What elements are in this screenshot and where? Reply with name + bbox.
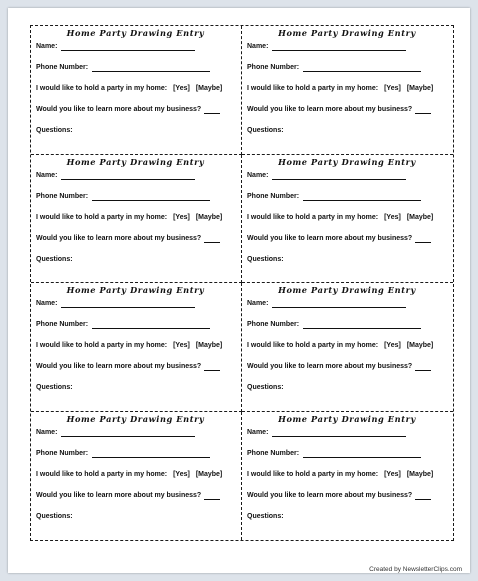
phone-label: Phone Number: [247,64,300,71]
name-blank-line[interactable] [272,429,406,437]
phone-row [36,192,235,201]
yes-option[interactable]: [Yes] [173,342,190,349]
business-blank-line[interactable] [415,363,431,371]
phone-row [36,63,235,72]
yes-option[interactable]: [Yes] [173,85,190,92]
business-row [36,234,235,243]
business-label: Would you like to learn more about my business? [247,234,413,242]
questions-label: Questions: [36,127,73,134]
party-label: I would like to hold a party in my home: [247,470,379,478]
phone-label: Phone Number: [247,321,300,328]
entry-title: Home Party Drawing Entry [66,285,205,295]
phone-blank-line[interactable] [303,64,421,72]
phone-blank-line[interactable] [303,321,421,329]
entry-title: Home Party Drawing Entry [278,285,416,295]
business-row [247,105,447,114]
business-blank-line[interactable] [204,235,220,243]
business-label: Would you like to learn more about my business? [247,363,413,370]
party-row [36,213,235,222]
business-row [36,362,235,371]
entry-title: Home Party Drawing Entry [278,413,416,424]
party-row [36,470,235,479]
maybe-option[interactable]: [Maybe] [406,85,434,92]
entry-title: Home Party Drawing Entry [278,28,416,38]
business-blank-line[interactable] [415,106,431,114]
phone-label: Phone Number: [36,64,89,71]
name-row [36,171,235,180]
business-row [247,362,447,371]
phone-blank-line[interactable] [92,450,210,458]
name-label: Name: [247,428,269,436]
phone-row [36,320,235,329]
phone-label: Phone Number: [36,449,89,457]
party-label: I would like to hold a party in my home: [247,213,379,221]
name-label: Name: [247,171,269,179]
party-label: I would like to hold a party in my home: [36,85,168,92]
party-row [247,470,447,479]
name-blank-line[interactable] [61,172,195,180]
business-label: Would you like to learn more about my business? [36,234,202,242]
entry-title: Home Party Drawing Entry [278,156,416,167]
business-row [36,105,235,114]
phone-blank-line[interactable] [303,193,421,201]
yes-option[interactable]: [Yes] [173,470,190,478]
party-label: I would like to hold a party in my home: [36,470,168,478]
business-row [36,491,235,500]
questions-label: Questions: [247,384,284,391]
entry-card-grid [30,25,454,541]
name-blank-line[interactable] [272,43,406,51]
business-label: Would you like to learn more about my business? [36,491,202,499]
entry-title: Home Party Drawing Entry [66,413,205,424]
name-label: Name: [36,428,58,436]
party-row [247,84,447,93]
document-page [8,8,470,573]
phone-row [36,449,235,458]
name-row [247,299,447,308]
name-label: Name: [36,171,58,179]
business-row [247,234,447,243]
party-label: I would like to hold a party in my home: [247,85,379,92]
questions-row [36,512,235,521]
entry-title: Home Party Drawing Entry [66,28,205,38]
entry-card [242,283,453,412]
yes-option[interactable]: [Yes] [384,85,401,92]
name-blank-line[interactable] [272,172,406,180]
business-blank-line[interactable] [204,106,220,114]
party-label: I would like to hold a party in my home: [36,342,168,349]
name-blank-line[interactable] [61,300,195,308]
party-row [36,341,235,350]
party-row [247,213,447,222]
questions-row [247,255,447,264]
maybe-option[interactable]: [Maybe] [406,470,434,478]
yes-option[interactable]: [Yes] [173,213,190,221]
name-blank-line[interactable] [61,429,195,437]
phone-row [247,63,447,72]
name-row [36,42,235,51]
name-label: Name: [247,300,269,307]
maybe-option[interactable]: [Maybe] [195,213,223,221]
entry-card [242,412,453,541]
party-label: I would like to hold a party in my home: [36,213,168,221]
business-blank-line[interactable] [204,363,220,371]
phone-blank-line[interactable] [92,193,210,201]
questions-row [36,383,235,392]
business-blank-line[interactable] [415,235,431,243]
questions-label: Questions: [247,512,284,520]
name-row [36,428,235,437]
questions-label: Questions: [36,255,73,263]
questions-label: Questions: [36,384,73,391]
name-row [247,428,447,437]
entry-card [31,155,242,284]
questions-row [247,512,447,521]
yes-option[interactable]: [Yes] [384,213,401,221]
business-blank-line[interactable] [415,492,431,500]
business-label: Would you like to learn more about my business? [247,491,413,499]
phone-row [247,192,447,201]
questions-label: Questions: [36,512,73,520]
entry-card [242,155,453,284]
questions-label: Questions: [247,127,284,134]
business-label: Would you like to learn more about my business? [36,363,202,370]
questions-row [247,383,447,392]
questions-row [247,126,447,135]
party-row [36,84,235,93]
maybe-option[interactable]: [Maybe] [195,85,223,92]
name-blank-line[interactable] [61,43,195,51]
maybe-option[interactable]: [Maybe] [406,213,434,221]
maybe-option[interactable]: [Maybe] [195,342,223,349]
entry-card [31,26,242,155]
phone-label: Phone Number: [36,321,89,328]
name-blank-line[interactable] [272,300,406,308]
phone-row [247,449,447,458]
yes-option[interactable]: [Yes] [384,342,401,349]
maybe-option[interactable]: [Maybe] [406,342,434,349]
entry-card [31,283,242,412]
business-row [247,491,447,500]
questions-row [36,255,235,264]
phone-blank-line[interactable] [92,321,210,329]
party-row [247,341,447,350]
entry-card [31,412,242,541]
name-label: Name: [36,43,58,50]
name-row [247,171,447,180]
creator-credit: Created by NewsletterClips.com [369,566,462,573]
party-label: I would like to hold a party in my home: [247,342,379,349]
questions-label: Questions: [247,255,284,263]
questions-row [36,126,235,135]
phone-blank-line[interactable] [303,450,421,458]
business-label: Would you like to learn more about my business? [247,106,413,113]
phone-blank-line[interactable] [92,64,210,72]
maybe-option[interactable]: [Maybe] [195,470,223,478]
name-label: Name: [247,43,269,50]
entry-card [242,26,453,155]
name-row [247,42,447,51]
name-label: Name: [36,300,58,307]
phone-label: Phone Number: [36,192,89,200]
phone-row [247,320,447,329]
phone-label: Phone Number: [247,192,300,200]
business-blank-line[interactable] [204,492,220,500]
yes-option[interactable]: [Yes] [384,470,401,478]
entry-title: Home Party Drawing Entry [66,156,205,167]
name-row [36,299,235,308]
business-label: Would you like to learn more about my business? [36,106,202,113]
phone-label: Phone Number: [247,449,300,457]
